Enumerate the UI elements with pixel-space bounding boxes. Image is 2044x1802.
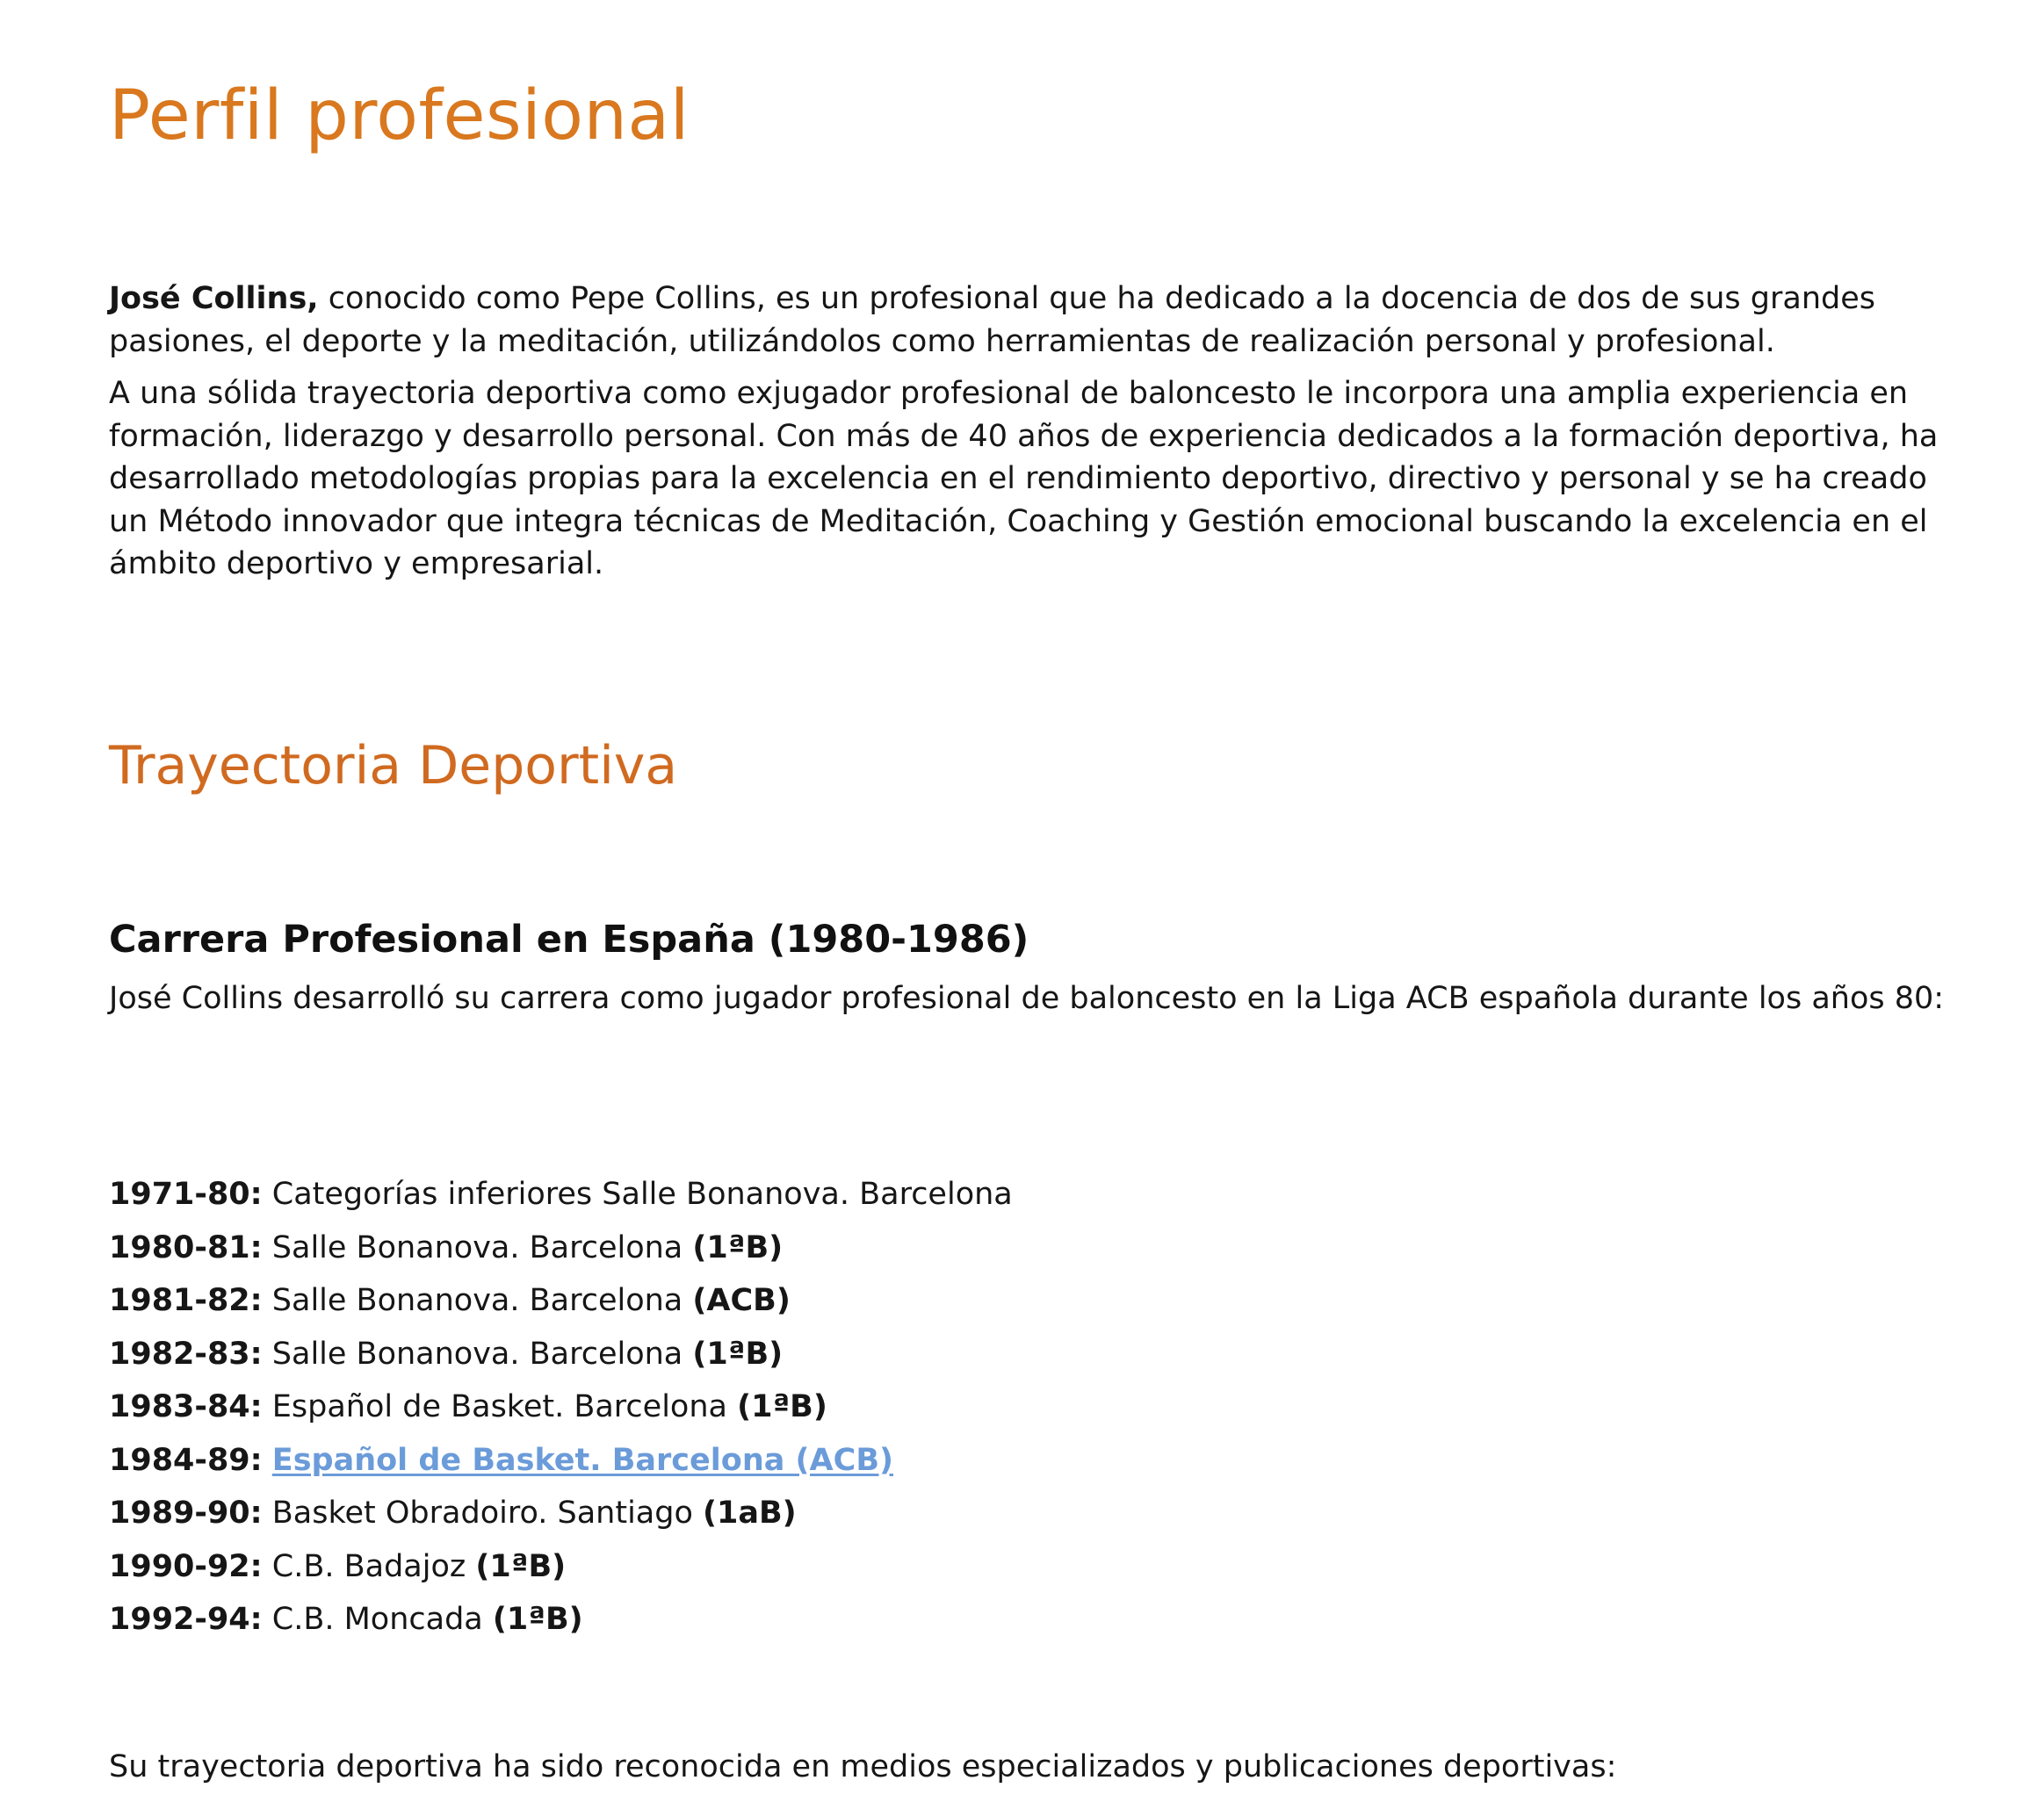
timeline-item	[109, 1222, 1013, 1275]
timeline-level: (ACB)	[692, 1283, 791, 1318]
timeline-team: Salle Bonanova. Barcelona	[262, 1336, 693, 1372]
closing-text: Su trayectoria deportiva ha sido reconocida en medios especializados y publicaciones deportivas:	[109, 1749, 1617, 1784]
career-timeline	[109, 1168, 1013, 1647]
timeline-item	[109, 1487, 1013, 1540]
timeline-years: 1971-80:	[109, 1177, 263, 1212]
timeline-level: (1ªB)	[737, 1389, 827, 1424]
timeline-item	[109, 1168, 1013, 1222]
timeline-team: C.B. Moncada	[262, 1602, 493, 1637]
section-title-trajectory: Trayectoria Deportiva	[109, 735, 678, 796]
timeline-level: (1ªB)	[692, 1336, 784, 1372]
timeline-years: 1992-94:	[109, 1602, 263, 1637]
timeline-years: 1989-90:	[109, 1496, 263, 1531]
career-heading: Carrera Profesional en España (1980-1986)	[109, 918, 1029, 962]
intro-paragraph-2: A una sólida trayectoria deportiva como exjugador profesional de baloncesto le incorpora una amplia experiencia en formación, liderazgo y desarrollo personal. Con más de 40 años de experiencia dedicados a la formación deportiva, ha desarrollado metodologías propias para la excelencia en el rendimiento deportivo, directivo y personal y se ha creado un Método innovador que integra técnicas de Meditación, Coaching y Gestión emocional buscando la excelencia en el ámbito deportivo y empresarial.	[109, 376, 1939, 581]
timeline-team: C.B. Badajoz	[262, 1548, 476, 1584]
intro-text: conocido como Pepe Collins, es un profesional que ha dedicado a la docencia de dos de sus grandes pasiones, el deporte y la meditación, utilizándolos como herramientas de realización personal y profesional.	[109, 281, 1875, 359]
timeline-years: 1983-84:	[109, 1389, 263, 1424]
intro-paragraph-1	[109, 278, 1971, 363]
timeline-team: Salle Bonanova. Barcelona	[262, 1283, 693, 1318]
timeline-level: (1aB)	[703, 1496, 797, 1531]
timeline-item	[109, 1434, 1013, 1488]
timeline-years: 1982-83:	[109, 1336, 263, 1372]
timeline-item	[109, 1328, 1013, 1381]
timeline-years: 1984-89:	[109, 1442, 263, 1478]
timeline-item	[109, 1593, 1013, 1647]
timeline-team: Categorías inferiores Salle Bonanova. Barcelona	[262, 1177, 1013, 1212]
career-intro: José Collins desarrolló su carrera como jugador profesional de baloncesto en la Liga ACB española durante los años 80:	[109, 981, 1945, 1016]
intro-name: José Collins,	[109, 281, 319, 316]
timeline-team: Salle Bonanova. Barcelona	[262, 1229, 693, 1265]
timeline-level: (1ªB)	[492, 1602, 583, 1637]
timeline-item	[109, 1274, 1013, 1328]
timeline-years: 1980-81:	[109, 1229, 263, 1265]
timeline-team: Basket Obradoiro. Santiago	[262, 1496, 704, 1531]
timeline-item	[109, 1380, 1013, 1434]
profile-intro	[109, 278, 1971, 595]
timeline-years: 1981-82:	[109, 1283, 263, 1318]
timeline-team: Español de Basket. Barcelona	[262, 1389, 738, 1424]
timeline-item	[109, 1540, 1013, 1594]
timeline-level: (1ªB)	[692, 1229, 784, 1265]
timeline-years: 1990-92:	[109, 1548, 263, 1584]
page-title: Perfil profesional	[109, 76, 690, 155]
timeline-level: (1ªB)	[475, 1548, 567, 1584]
timeline-team-link[interactable]: Español de Basket. Barcelona (ACB)	[271, 1442, 893, 1478]
